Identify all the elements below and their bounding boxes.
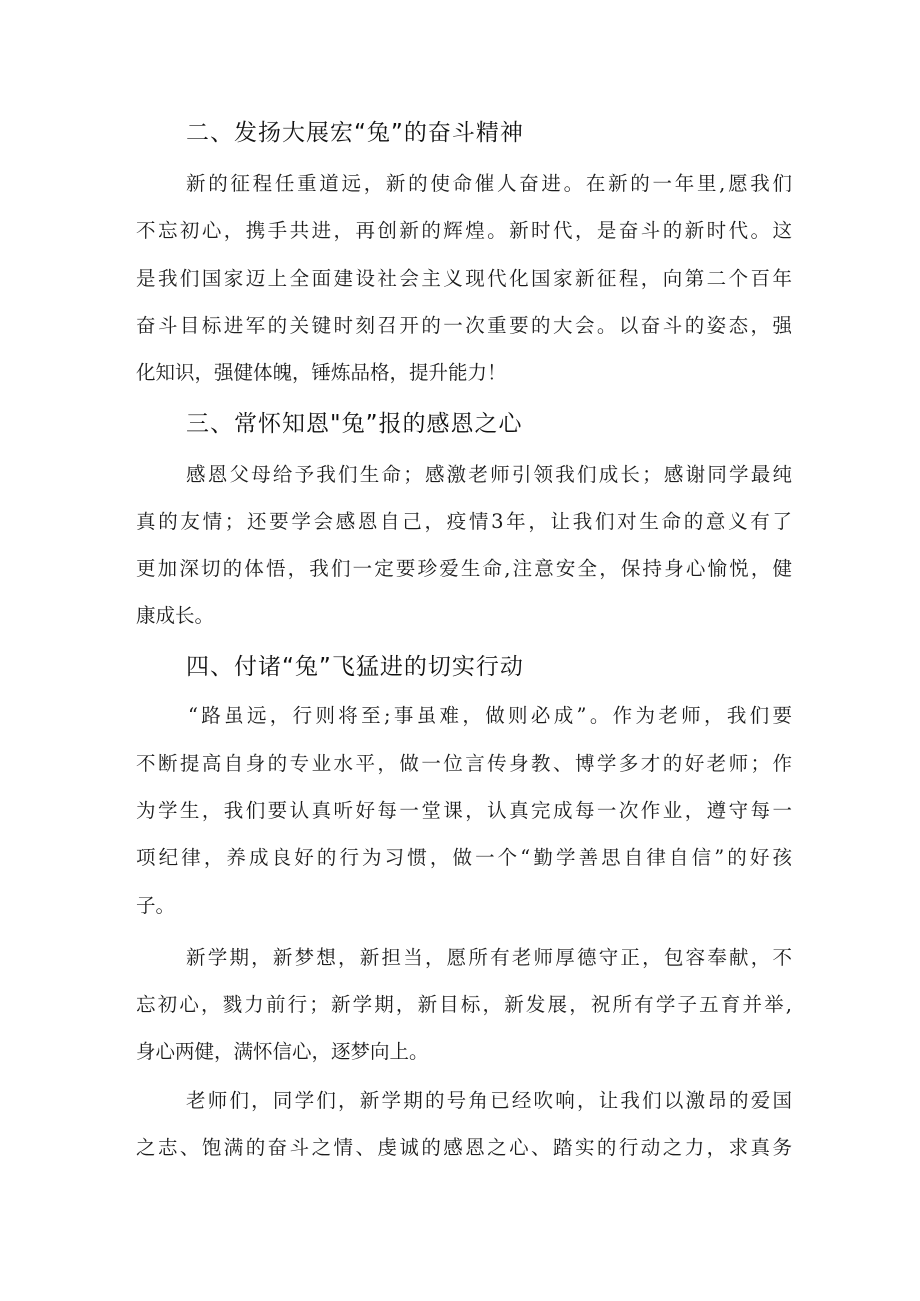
paragraph-line: 真的友情；还要学会感恩自己，疫情3年，让我们对生命的意义有了 — [136, 510, 792, 533]
paragraph-line: 康成长。 — [136, 604, 215, 627]
paragraph-line: 更加深切的体悟，我们一定要珍爱生命,注意安全，保持身心愉悦，健 — [136, 557, 792, 580]
section-heading-2: 二、发扬大展宏“兔”的奋斗精神 — [186, 120, 524, 146]
section-heading-3: 三、常怀知恩"兔”报的感恩之心 — [186, 411, 523, 437]
paragraph-line: 子。 — [136, 894, 176, 917]
paragraph-line: 不忘初心，携手共进，再创新的辉煌。新时代，是奋斗的新时代。这 — [136, 219, 792, 242]
paragraph-line: 忘初心，戮力前行；新学期，新目标，新发展，祝所有学子五育并举, — [136, 993, 792, 1016]
paragraph-line: 不断提高自身的专业水平，做一位言传身教、博学多才的好老师；作 — [136, 752, 792, 775]
paragraph-line: 老师们，同学们，新学期的号角已经吹响，让我们以激昂的爱国 — [186, 1089, 792, 1112]
paragraph-line: “路虽远，行则将至;事虽难，做则必成”。作为老师，我们要 — [188, 704, 792, 727]
paragraph-line: 新学期，新梦想，新担当，愿所有老师厚德守正，包容奉献，不 — [186, 946, 792, 969]
section-heading-4: 四、付诸“兔”飞猛进的切实行动 — [186, 654, 524, 680]
paragraph-line: 奋斗目标进军的关键时刻召开的一次重要的大会。以奋斗的姿态，强 — [136, 314, 792, 337]
paragraph-line: 感恩父母给予我们生命；感激老师引领我们成长；感谢同学最纯 — [186, 463, 792, 486]
paragraph-line: 新的征程任重道远，新的使命催人奋进。在新的一年里,愿我们 — [186, 172, 792, 195]
paragraph-line: 项纪律，养成良好的行为习惯，做一个“勤学善思自律自信”的好孩 — [136, 846, 792, 869]
paragraph-line: 身心两健，满怀信心，逐梦向上。 — [136, 1040, 429, 1063]
paragraph-line: 是我们国家迈上全面建设社会主义现代化国家新征程，向第二个百年 — [136, 267, 792, 290]
paragraph-line: 为学生，我们要认真听好每一堂课，认真完成每一次作业，遵守每一 — [136, 799, 792, 822]
paragraph-line: 之志、饱满的奋斗之情、虔诚的感恩之心、踏实的行动之力，求真务 — [136, 1136, 792, 1159]
paragraph-line: 化知识，强健体魄，锤炼品格，提升能力！ — [136, 361, 507, 384]
